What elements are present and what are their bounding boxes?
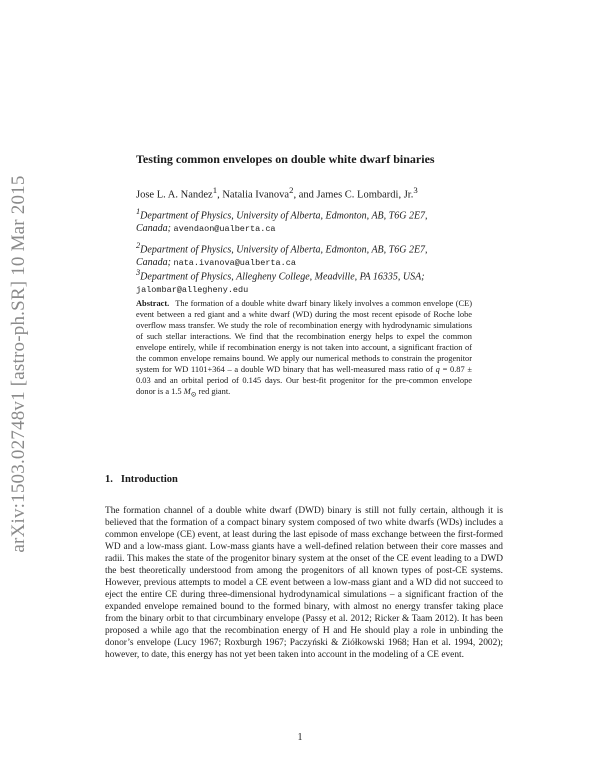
affiliation-3 xyxy=(136,266,476,297)
author-3-sup: 3 xyxy=(413,185,418,195)
abstract-mass-symbol: M xyxy=(183,387,191,396)
arxiv-stamp-text: arXiv:1503.02748v1 [astro-ph.SR] 10 Mar 2015 xyxy=(8,175,29,553)
author-list: Jose L. A. Nandez$^1$, Natalia Ivanova$^2$, and James C. Lombardi, Jr.$^3$ xyxy=(136,185,418,201)
affiliation-1-text2: Canada; xyxy=(136,223,171,235)
abstract-text-1: The formation of a double white dwarf binary likely involves a common envelope (CE) event between a red giant and a white dwarf (WD) during the most recent episode of Roche lobe overflow mass transfer. We study the role of recombination energy with hydrodynamic simulations of such stellar interactions. We find that the recombination energy helps to expel the common envelope entirely, while if recombination energy is not taken into account, a significant fraction of the common envelope remains bound. We apply our numerical methods to constrain the progenitor system for WD 1101+364 – a double WD binary that has well-measured mass ratio of xyxy=(136,299,472,374)
page-number: 1 xyxy=(297,732,303,743)
author-2-sup: 2 xyxy=(289,185,294,195)
affiliation-1-email[interactable]: avendaon@ualberta.ca xyxy=(173,224,276,235)
affiliation-1-sup: 1 xyxy=(136,207,141,216)
affiliation-2-sup: 2 xyxy=(136,241,141,250)
affiliation-2-text2: Canada; xyxy=(136,257,171,269)
author-1: Jose L. A. Nandez xyxy=(136,189,213,201)
section-heading xyxy=(105,474,178,485)
author-3: and James C. Lombardi, Jr. xyxy=(298,189,414,201)
abstract-text-2: = 0.87 ± 0.03 and an orbital period of 0.145 days. Our best-fit progenitor for the pre-common envelope donor is a 1.5 xyxy=(136,365,473,396)
abstract-mass-subscript: ⊙ xyxy=(190,390,197,399)
section-title: Introduction xyxy=(120,474,178,485)
affiliation-3-email[interactable]: jalombar@allegheny.edu xyxy=(136,285,249,296)
affiliation-1-text: Department of Physics, University of Alberta, Edmonton, AB, T6G 2E7, xyxy=(140,210,428,222)
affiliation-3-sup: 3 xyxy=(136,268,141,277)
author-1-sup: 1 xyxy=(212,185,218,195)
abstract xyxy=(136,298,472,401)
arxiv-stamp xyxy=(8,164,30,564)
section-number: 1. xyxy=(105,474,113,485)
abstract-label: Abstract. xyxy=(136,299,170,308)
abstract-q-symbol: q xyxy=(435,365,440,374)
intro-paragraph: The formation channel of a double white dwarf (DWD) binary is still not fully certain, although it is believed that the formation of a compact binary system composed of two white dwarfs (WDs) includes a common envelope (CE) event, at least during the last episode of mass exchange between the first-formed WD and a low-mass giant. Low-mass giants have a well-defined relation between their core masses and radii. This makes the state of the progenitor binary system at the onset of the CE event leading to a DWD the best theoretically understood from among the progenitors of all known types of post-CE systems. However, previous attempts to model a CE event between a low-mass giant and a WD did not succeed to eject the entire CE during three-dimensional hydrodynamical simulations – a significant fraction of the expanded envelope remained bound to the formed binary, with almost no energy transfer taking place from the binary orbit to that circumbinary envelope (Passy et al. 2012; Ricker & Taam 2012). It has been proposed a while ago that the recombination energy of H and He should play a role in unbinding the donor’s envelope (Lucy 1967; Roxburgh 1967; Paczyński & Ziółkowski 1968; Han et al. 1994, 2002); however, to date, this energy has not yet been taken into account in the modeling of a CE event. xyxy=(105,506,503,660)
affiliation-3-text: Department of Physics, Allegheny College, Meadville, PA 16335, USA; xyxy=(140,271,425,283)
paper-title: Testing common envelopes on double white dwarf binaries xyxy=(136,152,435,166)
affiliation-1 xyxy=(136,205,476,236)
abstract-text-3: red giant. xyxy=(198,387,231,396)
author-2: Natalia Ivanova xyxy=(222,189,290,201)
affiliation-2-email[interactable]: nata.ivanova@ualberta.ca xyxy=(173,258,296,269)
affiliation-2-text: Department of Physics, University of Alberta, Edmonton, AB, T6G 2E7, xyxy=(140,244,428,256)
